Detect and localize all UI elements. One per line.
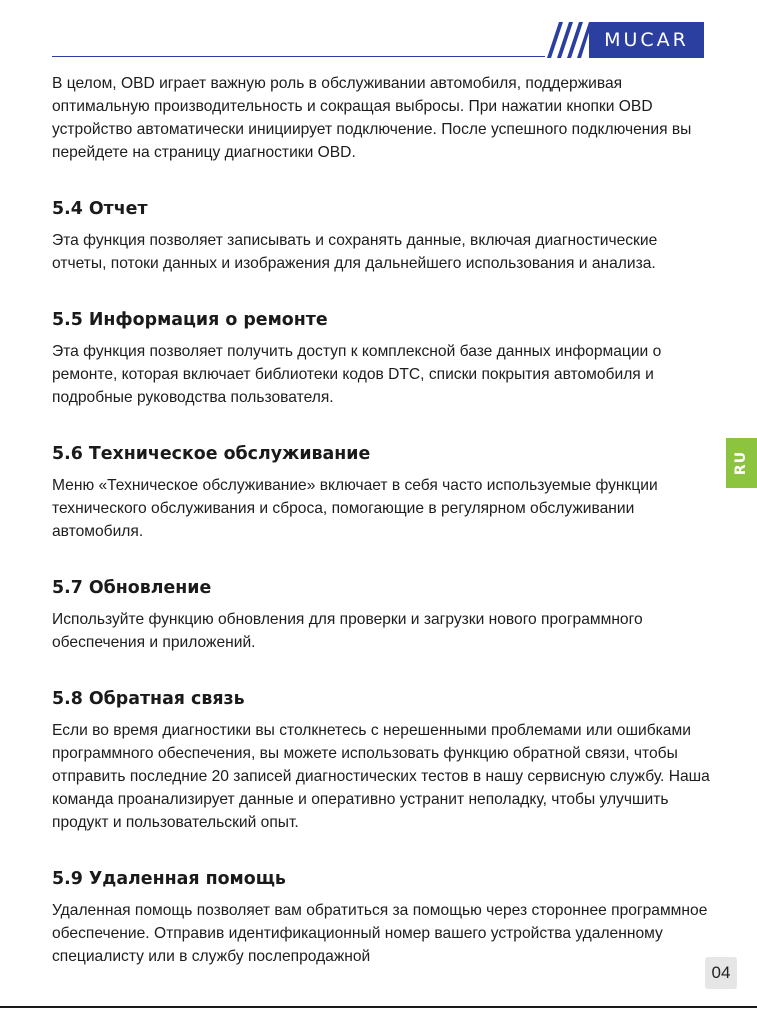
section-heading: 5.4 Отчет (52, 199, 148, 219)
language-tab (726, 438, 757, 488)
section-update (52, 577, 712, 654)
section-repair-info (52, 309, 712, 409)
section-maintenance (52, 443, 712, 543)
page-content (52, 72, 712, 1002)
section-text: Используйте функцию обновления для проверки и загрузки нового программного обеспечения и приложений. (52, 611, 643, 651)
section-heading: 5.8 Обратная связь (52, 689, 245, 709)
section-report (52, 198, 712, 275)
section-feedback (52, 688, 712, 834)
language-tab-label: RU (733, 450, 750, 476)
section-remote-help (52, 868, 712, 968)
page-number: 04 (705, 957, 737, 989)
section-text: Эта функция позволяет получить доступ к комплексной базе данных информации о ремонте, которая включает библиотеки кодов DTC, списки покрытия автомобиля и подробные руководства пользователя. (52, 343, 662, 406)
mucar-logo (545, 22, 706, 58)
footer-rule (0, 1006, 757, 1008)
logo-slashes-icon (545, 22, 591, 58)
section-heading: 5.7 Обновление (52, 578, 212, 598)
section-heading: 5.9 Удаленная помощь (52, 869, 286, 889)
header-rule (52, 56, 545, 57)
section-heading: 5.6 Техническое обслуживание (52, 444, 371, 464)
section-heading: 5.5 Информация о ремонте (52, 310, 328, 330)
section-text: Удаленная помощь позволяет вам обратиться за помощью через стороннее программное обеспечение. Отправив идентификационный номер вашего устройства удаленному специалисту или в службу послепродажной (52, 902, 708, 965)
section-text: Меню «Техническое обслуживание» включает в себя часто используемые функции технического обслуживания и сброса, помогающие в регулярном обслуживании автомобиля. (52, 477, 658, 540)
logo-wordmark: MUCAR (589, 22, 704, 58)
section-text: Эта функция позволяет записывать и сохранять данные, включая диагностические отчеты, потоки данных и изображения для дальнейшего использования и анализа. (52, 232, 658, 272)
intro-paragraph: В целом, OBD играет важную роль в обслуживании автомобиля, поддерживая оптимальную производительность и сокращая выбросы. При нажатии кнопки OBD устройство автоматически инициирует подключение. После успешного подключения вы перейдете на страницу диагностики OBD. (52, 75, 692, 161)
section-text: Если во время диагностики вы столкнетесь с нерешенными проблемами или ошибками программного обеспечения, вы можете использовать функцию обратной связи, чтобы отправить последние 20 записей диагностических тестов в нашу сервисную службу. Наша команда проанализирует данные и оперативно устранит неполадку, чтобы улучшить продукт и пользовательский опыт. (52, 722, 710, 831)
